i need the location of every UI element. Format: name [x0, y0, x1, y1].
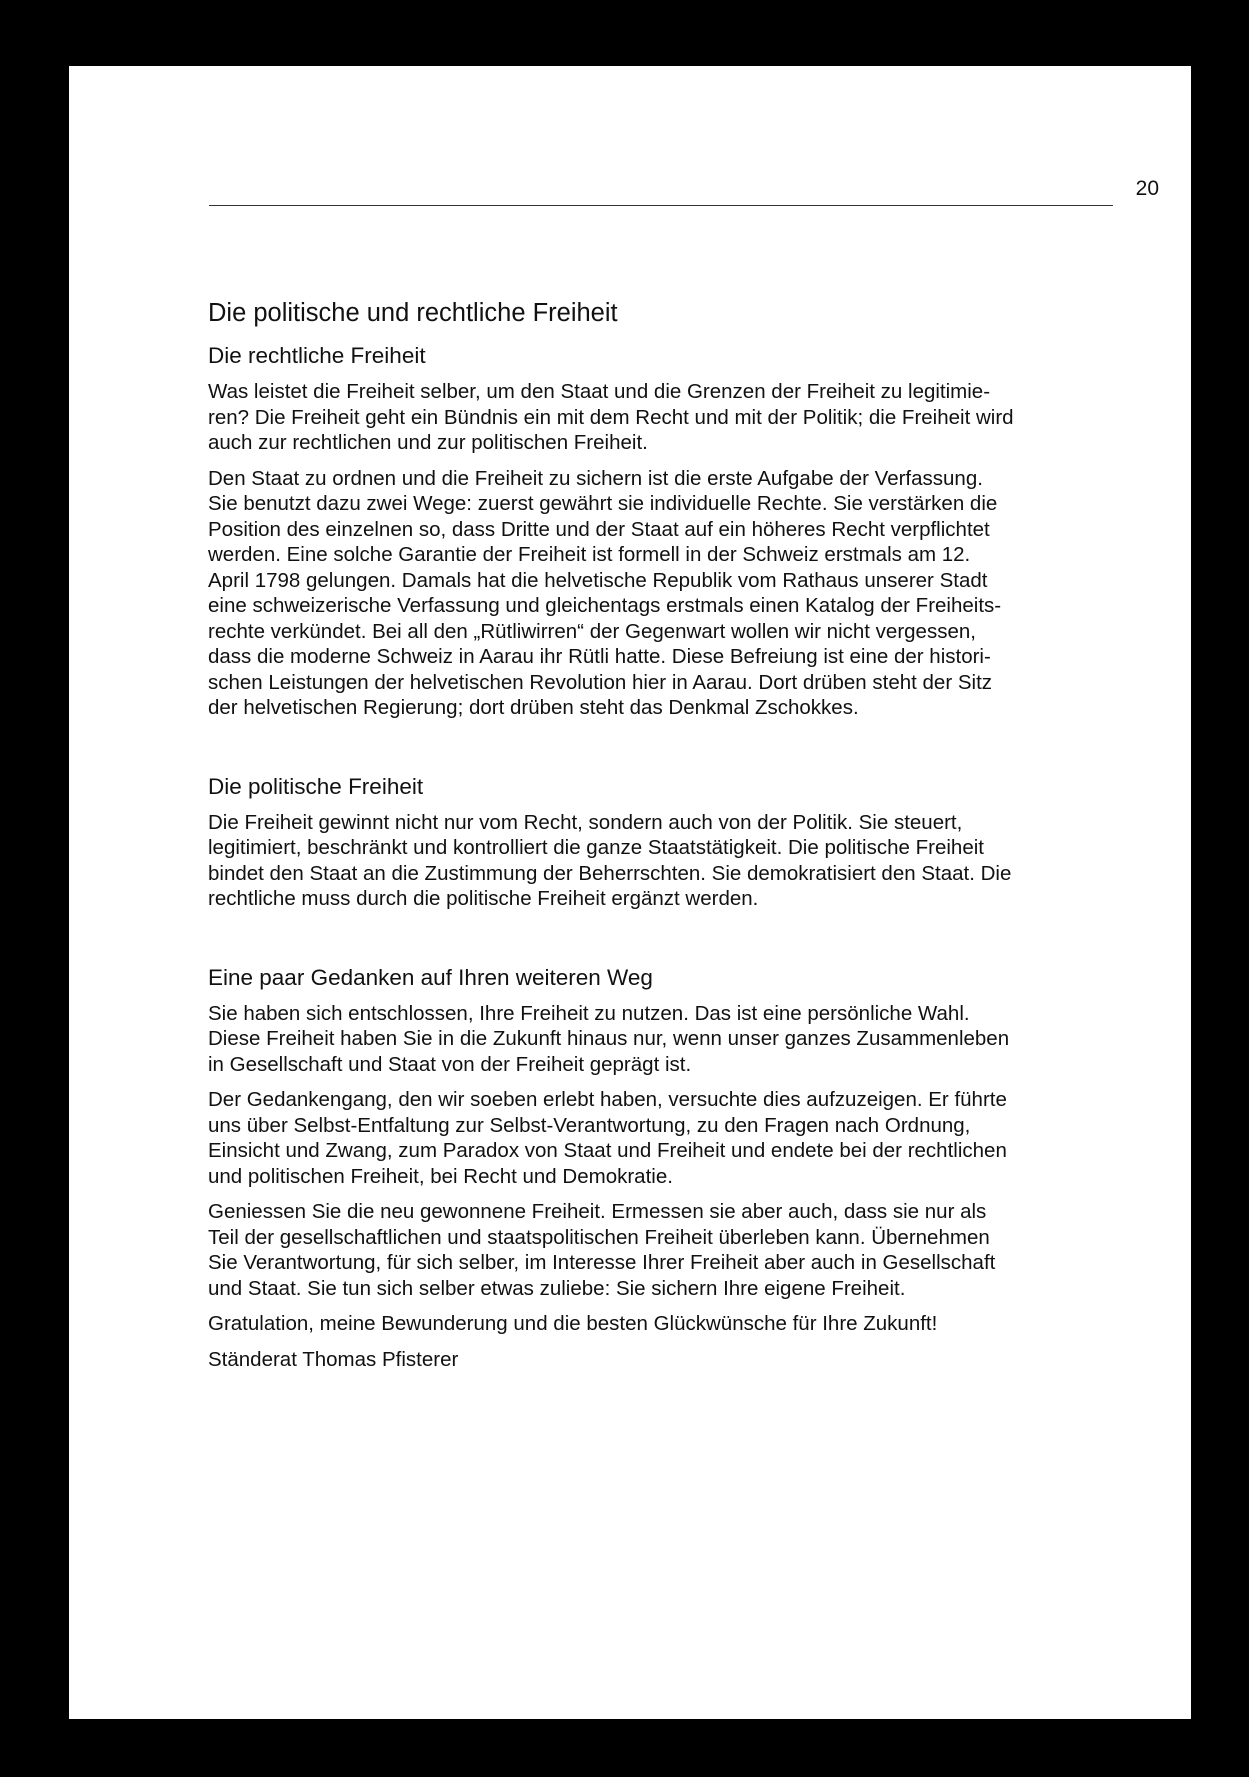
section-politische-freiheit	[208, 773, 1138, 912]
paragraph: Gratulation, meine Bewunderung und die besten Glückwünsche für Ihre Zukunft!	[208, 1312, 938, 1335]
paragraph: Was leistet die Freiheit selber, um den Staat und die Grenzen der Freiheit zu legitimie- ren? Die Freiheit geht ein Bündnis ein mit dem Recht und mit der Politik; die Freiheit wird auch zur rechtlichen und zur politischen Freiheit.	[208, 380, 1014, 454]
page-number: 20	[1135, 177, 1159, 200]
page-title: Die politische und rechtliche Freiheit	[208, 299, 618, 327]
paragraph: Die Freiheit gewinnt nicht nur vom Recht, sondern auch von der Politik. Sie steuert, legitimiert, beschränkt und kontrolliert die ganze Staatstätigkeit. Die politische Freiheit bindet den Staat an die Zustimmung der Beherrschten. Sie demokratisiert den Staat. Die rechtliche muss durch die politische Freiheit ergänzt werden.	[208, 810, 1012, 910]
section-spacer	[208, 922, 1138, 964]
paragraph: Den Staat zu ordnen und die Freiheit zu sichern ist die erste Aufgabe der Verfassung. Sie benutzt dazu zwei Wege: zuerst gewährt sie individuelle Rechte. Sie verstärken die Position des einzelnen so, dass Dritte und der Staat auf ein höheres Recht verpflichtet werden. Eine solche Garantie der Freiheit ist formell in der Schweiz erstmals am 12. April 1798 gelungen. Damals hat die helvetische Republik vom Rathaus unserer Stadt eine schweizerische Verfassung und gleichentags erstmals einen Katalog der Freiheits- rechte verkündet. Bei all den „Rütliwirren“ der Gegenwart wollen wir nicht vergessen, dass die moderne Schweiz in Aarau ihr Rütli hatte. Diese Befreiung ist eine der histori- schen Leistungen der helvetischen Revolution hier in Aarau. Dort drüben steht der Sitz der helvetischen Regierung; dort drüben steht das Denkmal Zschokkes.	[208, 466, 1002, 719]
section-heading: Eine paar Gedanken auf Ihren weiteren Weg	[208, 964, 653, 990]
section-spacer	[208, 731, 1138, 773]
signature: Ständerat Thomas Pfisterer	[208, 1347, 459, 1371]
header-rule	[209, 205, 1113, 206]
section-gedanken	[208, 964, 1138, 1373]
section-heading: Die rechtliche Freiheit	[208, 343, 426, 368]
paragraph: Der Gedankengang, den wir soeben erlebt haben, versuchte dies aufzuzeigen. Er führte uns über Selbst-Entfaltung zur Selbst-Verantwortung, zu den Fragen nach Ordnung, Einsicht und Zwang, zum Paradox von Staat und Freiheit und endete bei der rechtlichen und politischen Freiheit, bei Recht und Demokratie.	[208, 1088, 1007, 1188]
document-page	[69, 66, 1191, 1719]
section-rechtliche-freiheit	[208, 342, 1138, 721]
section-heading: Die politische Freiheit	[208, 773, 424, 799]
paragraph: Sie haben sich entschlossen, Ihre Freiheit zu nutzen. Das ist eine persönliche Wahl. Diese Freiheit haben Sie in die Zukunft hinaus nur, wenn unser ganzes Zusammenleben in Gesellschaft und Staat von der Freiheit geprägt ist.	[208, 1001, 1010, 1076]
page-content	[208, 298, 1138, 1382]
paragraph: Geniessen Sie die neu gewonnene Freiheit. Ermessen sie aber auch, dass sie nur als Teil der gesellschaftlichen und staatspolitischen Freiheit überleben kann. Übernehmen Sie Verantwortung, für sich selber, im Interesse Ihrer Freiheit aber auch in Gesellschaft und Staat. Sie tun sich selber etwas zuliebe: Sie sichern Ihre eigene Freiheit.	[208, 1200, 996, 1300]
